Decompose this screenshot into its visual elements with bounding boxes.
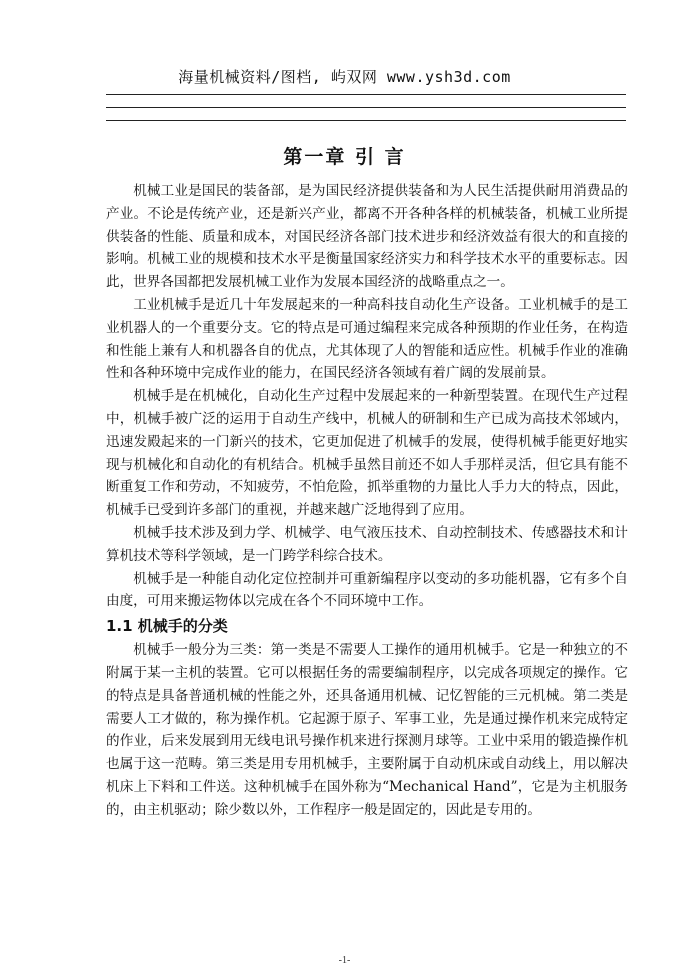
chapter-title: 第一章 引 言: [283, 146, 406, 168]
paragraph: 机械手是一种能自动化定位控制并可重新编程序以变动的多功能机器，它有多个自由度，可用来搬运物体以完成在各个不同环境中工作。: [106, 570, 628, 610]
paragraph: 机械工业是国民的装备部，是为国民经济提供装备和为人民生活提供耐用消费品的产业。不论是传统产业，还是新兴产业，都离不开各种各样的机械装备，机械工业所提供装备的性能、质量和成本，对国民经济各部门技术进步和经济效益有很大的和直接的影响。机械工业的规模和技术水平是衡量国家经济实力和科学技术水平的重要标志。因此，世界各国都把发展机械工业作为发展本国经济的战略重点之一。: [106, 183, 628, 291]
paragraph: 机械手技术涉及到力学、机械学、电气液压技术、自动控制技术、传感器技术和计算机技术等科学领域，是一门跨学科综合技术。: [106, 524, 628, 564]
section-paragraph: 机械手一般分为三类：第一类是不需要人工操作的通用机械手。它是一种独立的不附属于某一主机的装置。它可以根据任务的需要编制程序，以完成各项规定的操作。它的特点是具备普通机械的性能之外，还具备通用机械、记忆智能的三元机械。第二类是需要人工才做的，称为操作机。它起源于原子、军事工业，先是通过操作机来完成特定的作业，后来发展到用无线电讯号操作机来进行探测月球等。工业中采用的锻造操作机也属于这一范畴。第三类是用专用机械手，主要附属于自动机床或自动线上，用以解决机床上下料和工件送。这种机械手在国外称为“Mechanical Hand”，它是为主机服务的，由主机驱动；除少数以外，工作程序一般是固定的，因此是专用的。: [106, 642, 628, 818]
body-text: [106, 180, 628, 822]
header-rule-middle: [106, 107, 626, 108]
page-number: -1-: [338, 955, 351, 966]
header-rule-top: [106, 94, 626, 95]
section-heading: 1.1 机械手的分类: [106, 617, 228, 636]
paragraph: 工业机械手是近几十年发展起来的一种高科技自动化生产设备。工业机械手的是工业机器人的一个重要分支。它的特点是可通过编程来完成各种预期的作业任务，在构造和性能上兼有人和机器各自的优点，尤其体现了人的智能和适应性。机械手作业的准确性和各种环境中完成作业的能力，在国民经济各领域有着广阔的发展前景。: [106, 296, 628, 382]
page-header: 海量机械资料/图档, 屿双网 www.ysh3d.com: [178, 68, 511, 86]
header-rule-bottom: [106, 120, 626, 121]
paragraph: 机械手是在机械化，自动化生产过程中发展起来的一种新型装置。在现代生产过程中，机械手被广泛的运用于自动生产线中，机械人的研制和生产已成为高技术邻域内，迅速发殿起来的一门新兴的技术，它更加促进了机械手的发展，使得机械手能更好地实现与机械化和自动化的有机结合。机械手虽然目前还不如人手那样灵活，但它具有能不断重复工作和劳动，不知疲劳，不怕危险，抓举重物的力量比人手力大的特点，因此，机械手已受到许多部门的重视，并越来越广泛地得到了应用。: [106, 388, 628, 519]
